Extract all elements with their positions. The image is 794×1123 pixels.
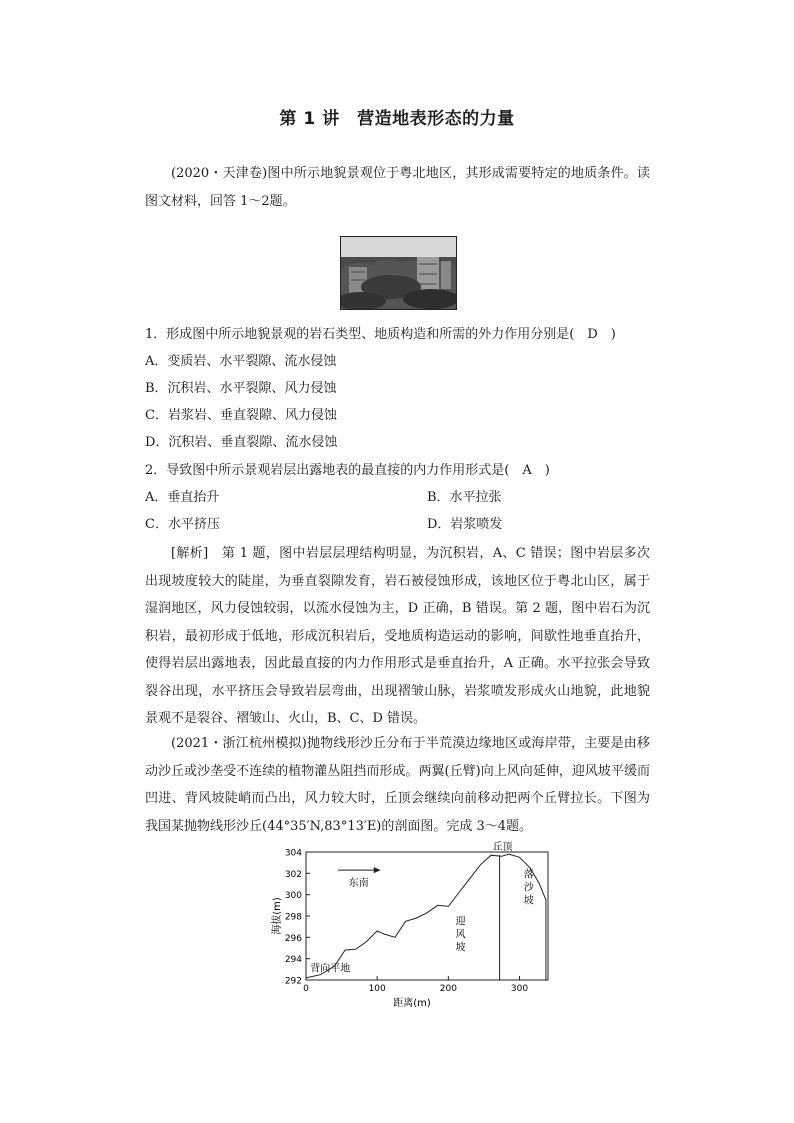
- y-tick-label: 302: [284, 869, 302, 880]
- series-line-profile: [306, 854, 546, 980]
- question-1-stem: 1．形成图中所示地貌景观的岩石类型、地质构造和所需的外力作用分别是( D ): [145, 327, 616, 342]
- chart-axes: [306, 852, 548, 980]
- x-tick-label: 0: [303, 984, 309, 994]
- vertical-char: 坡: [523, 895, 534, 907]
- direction-arrow-head: [374, 867, 381, 873]
- y-tick-label: 304: [284, 848, 302, 859]
- y-tick-label: 292: [284, 976, 302, 987]
- q1-option-a: A．变质岩、水平裂隙、流水侵蚀: [145, 354, 337, 369]
- x-tick-label: 300: [510, 984, 529, 994]
- vertical-char: 风: [455, 929, 466, 941]
- page-title: 第 1 讲 营造地表形态的力量: [279, 109, 515, 129]
- intro-passage-2: (2021・浙江杭州模拟)抛物线形沙丘分布于半荒漠边缘地区或海岸带，主要是由移动沙丘或沙垄受不连续的植物灌丛阻挡而形成。两翼(丘臂)向上风向延伸，迎风坡平缓而凹进、背风坡陡峭而凸出，风力较大时，丘顶会继续向前移动把两个丘臂拉长。下图为我国某抛物线形沙丘(44°35′N,83°13′E)的剖面图。完成 3～4题。: [145, 736, 650, 834]
- y-tick-label: 294: [284, 955, 302, 966]
- q1-option-d: D．沉积岩、垂直裂隙、流水侵蚀: [145, 435, 338, 450]
- intro-passage-1: (2020・天津卷)图中所示地貌景观位于粤北地区，其形成需要特定的地质条件。读图文材料，回答 1～2题。: [145, 166, 650, 209]
- windward-slope-label: [455, 915, 465, 954]
- y-tick-label: 298: [284, 912, 302, 923]
- q2-option-d: D．岩浆喷发: [427, 517, 503, 532]
- x-tick-label: 100: [368, 984, 386, 994]
- vertical-char: 沙: [523, 882, 534, 894]
- x-tick-label: 200: [439, 984, 457, 994]
- q1-option-b: B．沉积岩、水平裂隙、风力侵蚀: [145, 381, 337, 396]
- y-tick-label: 296: [284, 933, 302, 944]
- q2-option-b: B．水平拉张: [427, 490, 502, 505]
- q2-option-c: C．水平挤压: [145, 517, 220, 532]
- landform-photo: [340, 236, 457, 310]
- direction-label: 东南: [348, 878, 369, 890]
- q1-option-c: C．岩浆岩、垂直裂隙、风力侵蚀: [145, 408, 337, 423]
- dune-profile-chart: [268, 838, 568, 1018]
- q2-option-a: A．垂直抬升: [145, 490, 220, 505]
- plot-frame: [306, 852, 548, 980]
- analysis-passage: [解析] 第 1 题，图中岩层层理结构明显，为沉积岩，A、C 错误；图中岩层多次出现坡度较大的陡崖，为垂直裂隙发育，岩石被侵蚀形成，该地区位于粤北山区，属于湿润地区，风力侵蚀较弱，以流水侵蚀为主，D 正确，B 错误。第 2 题，图中岩石为沉积岩，最初形成于低地，形成沉积岩后，受地质构造运动的影响，间歇性地垂直抬升，使得岩层出露地表，因此最直接的内力作用形式是垂直抬升，A 正确。水平拉张会导致裂谷出现，水平挤压会导致岩层弯曲，出现褶皱山脉，岩浆喷发形成火山地貌，此地貌景观不是裂谷、褶皱山、火山，B、C、D 错误。: [145, 546, 650, 726]
- vertical-char: 坡: [455, 942, 466, 954]
- vertical-char: 落: [523, 869, 534, 881]
- y-tick-label: 300: [284, 891, 302, 902]
- vertical-char: 迎: [455, 916, 466, 928]
- question-2-stem: 2．导致图中所示景观岩层出露地表的最直接的内力作用形式是( A ): [145, 463, 550, 478]
- y-axis-label: 海拔(m): [272, 897, 283, 935]
- leeward-slope-label: [524, 868, 535, 907]
- flat-ground-label: 背向平地: [310, 963, 351, 975]
- peak-label: 丘顶: [492, 842, 513, 853]
- x-axis-label: 距离(m): [393, 998, 431, 1009]
